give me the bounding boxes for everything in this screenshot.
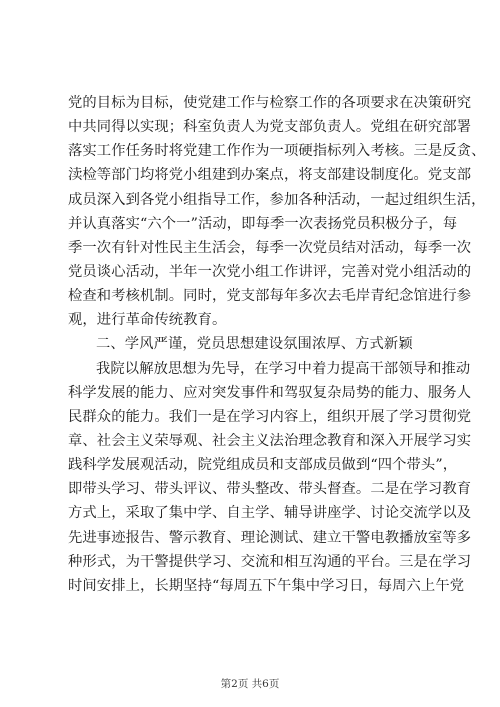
page-footer bbox=[0, 677, 500, 691]
body-line: 党的目标为目标，使党建工作与检察工作的各项要求在决策研究 bbox=[68, 95, 472, 111]
body-line: 科学发展的能力、应对突发事件和驾驭复杂局势的能力、服务人 bbox=[68, 384, 472, 401]
paragraph-first-line: 我院以解放思想为先导，在学习中着力提高干部领导和推动 bbox=[96, 360, 471, 377]
body-line: 章、社会主义荣辱观、社会主义法治理念教育和深入开展学习实 bbox=[68, 432, 472, 449]
body-line: 方式上，采取了集中学、自主学、辅导讲座学、讨论交流学以及 bbox=[68, 505, 472, 522]
page-number: 第2页 共6页 bbox=[220, 678, 280, 690]
body-line: 党员谈心活动，半年一次党小组工作讲评，完善对党小组活动的 bbox=[68, 263, 472, 280]
body-line: 渎检等部门均将党小组建到办案点，将支部建设制度化。党支部 bbox=[68, 167, 472, 184]
body-line: 成员深入到各党小组指导工作，参加各种活动，一起过组织生活， bbox=[68, 191, 486, 208]
document-body bbox=[68, 91, 486, 598]
body-line: 中共同得以实现；科室负责人为党支部负责人。党组在研究部署 bbox=[68, 119, 472, 136]
body-line: 观，进行革命传统教育。 bbox=[68, 312, 227, 329]
section-heading: 二、学风严谨，党员思想建设氛围浓厚、方式新颖 bbox=[96, 336, 413, 353]
body-line: 并认真落实“六个一”活动，即每季一次表扬党员积极分子，每 bbox=[68, 215, 458, 232]
body-line: 种形式，为干警提供学习、交流和相互沟通的平台。三是在学习 bbox=[68, 553, 472, 570]
body-line: 民群众的能力。我们一是在学习内容上，组织开展了学习贯彻党 bbox=[68, 408, 472, 425]
body-line: 季一次有针对性民主生活会，每季一次党员结对活动，每季一次 bbox=[68, 239, 472, 256]
body-line: 落实工作任务时将党建工作作为一项硬指标列入考核。三是反贪、 bbox=[68, 143, 486, 160]
body-line: 践科学发展观活动，院党组成员和支部成员做到“四个带头”， bbox=[68, 457, 458, 474]
body-line: 检查和考核机制。同时，党支部每年多次去毛岸青纪念馆进行参 bbox=[68, 288, 472, 305]
body-line: 时间安排上，长期坚持“每周五下午集中学习日，每周六上午党 bbox=[68, 577, 465, 594]
body-line: 即带头学习、带头评议、带头整改、带头督查。二是在学习教育 bbox=[68, 481, 472, 498]
body-line: 先进事迹报告、警示教育、理论测试、建立干警电教播放室等多 bbox=[68, 529, 472, 546]
